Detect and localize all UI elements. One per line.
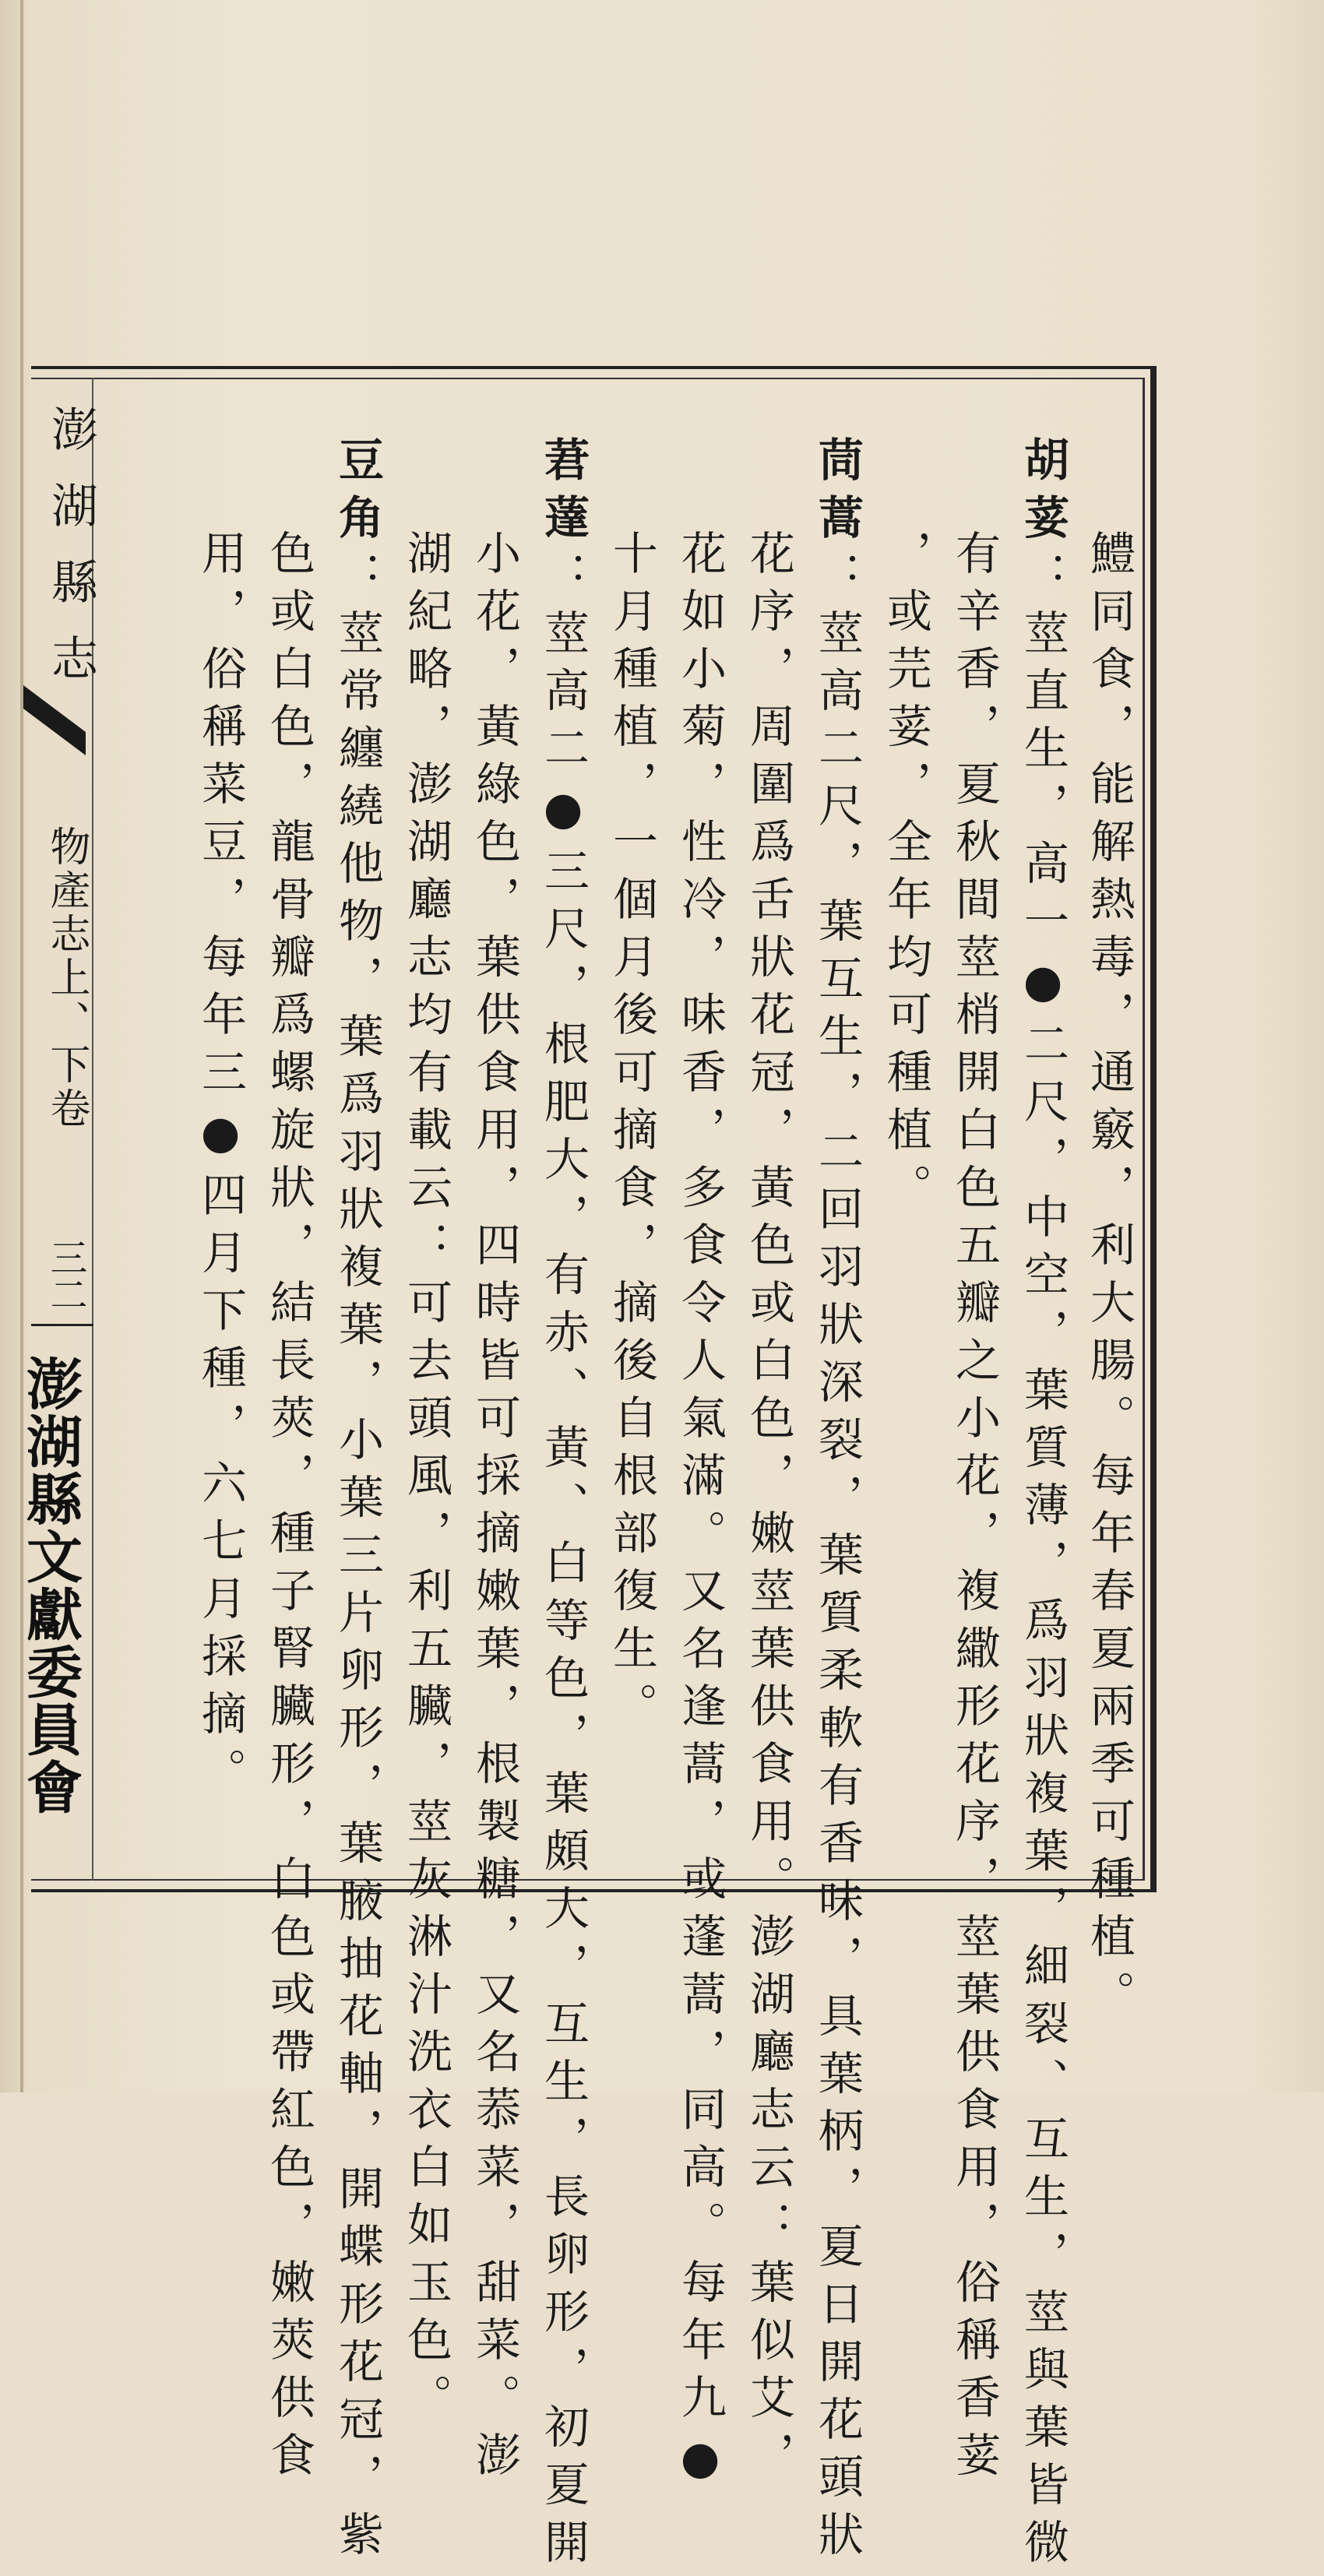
section-title: 物產志上、下卷: [43, 825, 90, 1131]
text-column-3: [948, 530, 1001, 2489]
text-column-10: [468, 530, 521, 2489]
column-text: ：莖高二尺，葉互生，二回羽狀深裂，葉質柔軟有香味，具葉柄，夏日開花頭狀: [811, 551, 864, 2568]
text-column-12: [331, 436, 384, 2568]
entry-term: 胡荽: [1016, 436, 1069, 551]
text-column-7: [674, 530, 727, 2497]
book-title: 澎湖縣志: [44, 405, 98, 710]
text-column-4: [879, 530, 932, 1221]
entry-term: 莙薘: [537, 436, 590, 551]
text-column-8: [605, 530, 658, 1740]
column-text: 用，俗稱菜豆，每年三●四月下種，六七月採摘。: [194, 530, 247, 1805]
text-column-5: [811, 436, 864, 2568]
column-text: ：莖高二●三尺，根肥大，有赤、黃、白等色，葉頗大，互生，長卵形，初夏開: [537, 551, 590, 2576]
column-text: ：莖常纏繞他物，葉爲羽狀複葉，小葉三片卵形，葉腋抽花軸，開蝶形花冠，紫: [331, 551, 384, 2568]
column-text: 小花，黃綠色，葉供食用，四時皆可採摘嫩葉，根製糖，又名菾菜，甜菜。澎: [468, 530, 521, 2489]
text-column-9: [537, 436, 590, 2576]
text-column-14: [194, 530, 247, 1805]
column-text: 花序，周圍爲舌狀花冠，黃色或白色，嫩莖葉供食用。澎湖廳志云：葉似艾，: [742, 530, 795, 2489]
column-text: 十月種植，一個月後可摘食，摘後自根部復生。: [605, 530, 658, 1740]
column-text: 花如小菊，性冷，味香，多食令人氣滿。又名逢蒿，或蓬蒿，同高。每年九●: [674, 530, 727, 2497]
entry-term: 茼蒿: [811, 436, 864, 551]
column-text: 有辛香，夏秋間莖梢開白色五瓣之小花，複繖形花序，莖葉供食用，俗稱香荽: [948, 530, 1001, 2489]
fish-tail-mark: [23, 685, 86, 755]
column-text: 色或白色，龍骨瓣爲螺旋狀，結長莢，種子腎臟形，白色或帶紅色，嫩莢供食: [262, 530, 315, 2489]
text-column-13: [262, 530, 315, 2489]
column-text: ，或芫荽，全年均可種植。: [879, 530, 932, 1221]
page-number: 三二: [44, 1238, 87, 1313]
margin-divider: [31, 1324, 93, 1326]
column-text: 鱧同食，能解熱毒，通竅，利大腸。每年春夏兩季可種植。: [1083, 530, 1136, 2028]
text-column-2: [1016, 436, 1069, 2576]
text-column-6: [742, 530, 795, 2489]
column-text: ：莖直生，高一●二尺，中空，葉質薄，爲羽狀複葉，細裂、互生，莖與葉皆微: [1016, 551, 1069, 2576]
text-column-11: [400, 530, 452, 2431]
publisher-name: 澎湖縣文獻委員會: [17, 1355, 83, 1816]
entry-term: 豆角: [331, 436, 384, 551]
column-text: 湖紀略，澎湖廳志均有載云：可去頭風，利五臟，莖灰淋汁洗衣白如玉色。: [400, 530, 452, 2431]
